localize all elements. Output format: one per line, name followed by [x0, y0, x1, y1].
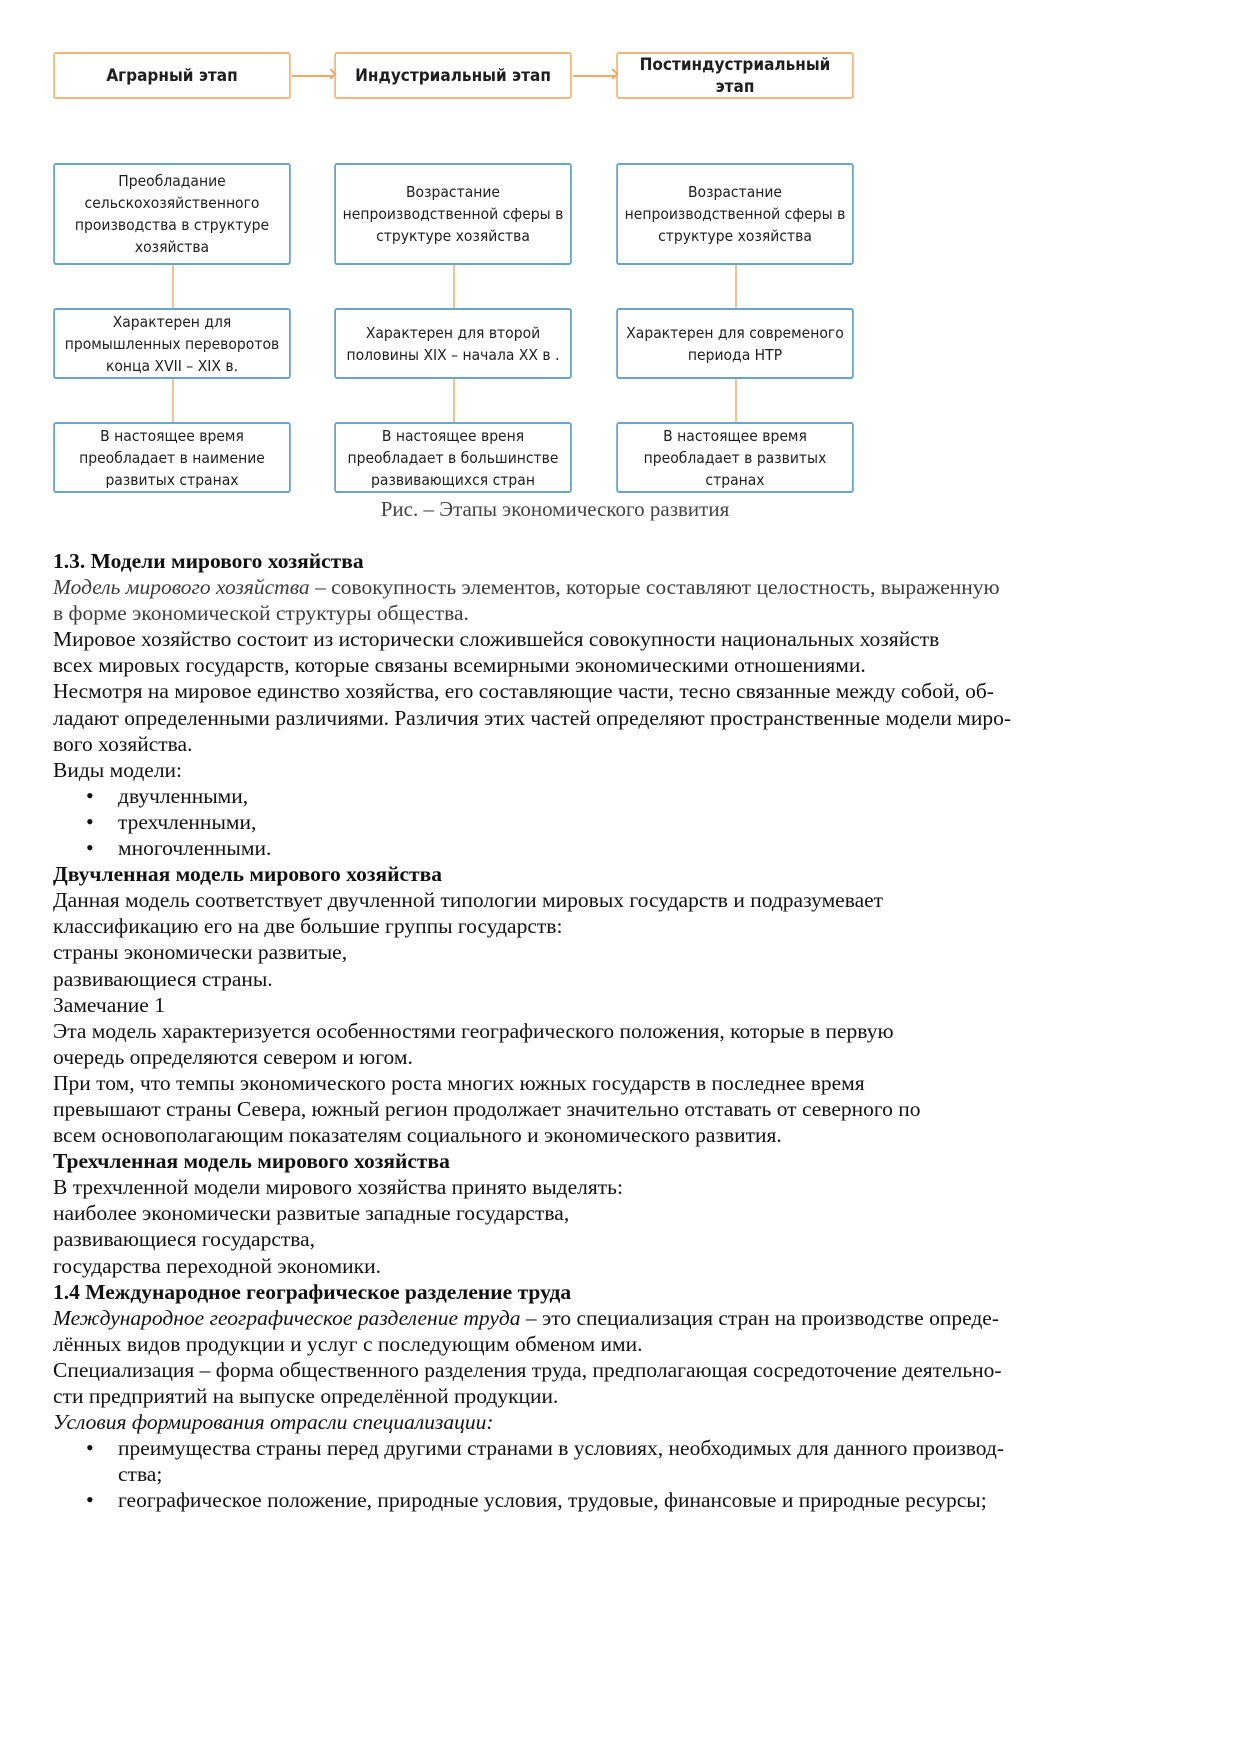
text-line: сти предприятий на выпуске определённой продукции. [53, 1384, 559, 1408]
note-label: Замечание 1 [53, 992, 165, 1017]
text-line: Данная модель соответствует двучленной типологии мировых государств и подразумевает [53, 888, 884, 913]
connector-line [453, 379, 455, 422]
period-text: Характерен для второй половины XIX – начала XX в . [346, 323, 560, 364]
current-text: В настоящее вреня преобладает в большинстве развивающихся стран [347, 426, 559, 489]
text-line: Специализация – форма общественного разделения труда, предполагающая сосредоточение деятельно- [53, 1357, 1002, 1382]
conditions-label [53, 1409, 1173, 1435]
text-line: развивающиеся государства, [53, 1227, 316, 1252]
stage-postindustrial [616, 52, 854, 99]
stage-description-box [334, 163, 572, 265]
connector-line [172, 379, 174, 422]
definition-text: – это специализация стран на производстве опреде- [520, 1305, 1000, 1330]
text-line: государства переходной экономики. [53, 1253, 381, 1278]
text-line: ладают определенными различиями. Различия этих частей определяют пространственные модели миро- [53, 705, 1012, 730]
text-line: страны экономически развитые, [53, 940, 348, 965]
text-line: Несмотря на мировое единство хозяйства, его составляющие части, тесно связанные между собой, об- [53, 679, 994, 704]
stage-title: Постиндустриальный этап [639, 54, 831, 97]
description-text: Возрастание непроизводственной сферы в структуре хозяйства [342, 183, 564, 245]
economic-stages-diagram [0, 0, 1241, 530]
stage-period-box [616, 308, 854, 379]
stage-current-box [616, 422, 854, 493]
list-item: • двучленными, [53, 783, 1173, 809]
list-item-text: преимущества страны перед другими странами в условиях, необходимых для данного производ- [118, 1436, 1004, 1461]
list-item: • многочленными. [53, 835, 1173, 861]
defined-term: Международное географическое разделение труда [53, 1305, 521, 1330]
text-line: превышают страны Севера, южный регион продолжает значительно отставать от северного по [53, 1096, 921, 1121]
text-line: Эта модель характеризуется особенностями географического положения, которые в первую [53, 1018, 894, 1043]
conditions-label-text: Условия формирования отрасли специализации: [53, 1410, 494, 1435]
current-text: В настоящее время преобладает в развитых странах [643, 426, 827, 489]
definition-paragraph [53, 1305, 1173, 1331]
conditions-list [53, 1435, 1173, 1513]
section-heading-1-4: 1.4 Международное географическое разделение труда [53, 1279, 572, 1304]
text-line: всех мировых государств, которые связаны всемирными экономическими отношениями. [53, 653, 866, 678]
text-line: лённых видов продукции и услуг с последующим обменом ими. [53, 1331, 643, 1356]
arrow-right-icon [573, 75, 616, 77]
text-line: наиболее экономически развитые западные государства, [53, 1201, 570, 1226]
types-label: Виды модели: [53, 757, 183, 782]
text-line: Мировое хозяйство состоит из исторически сложившейся совокупности национальных хозяйств [53, 627, 940, 652]
period-text: Характерен для промышленных переворотов конца XVII – XIX в. [64, 312, 280, 375]
stage-title: Аграрный этап [106, 65, 238, 86]
defined-term: Модель мирового хозяйства [53, 575, 310, 600]
period-text: Характерен для современого периода НТР [626, 323, 844, 364]
heading-three-member-model: Трехчленная модель мирового хозяйства [53, 1149, 450, 1174]
heading-two-member-model: Двучленная модель мирового хозяйства [53, 862, 442, 887]
text-line: очередь определяются севером и югом. [53, 1044, 413, 1069]
document-body [53, 548, 1173, 1513]
stage-period-box [334, 308, 572, 379]
definition-text: – совокупность элементов, которые составляют целостность, выраженную [309, 575, 1000, 600]
definition-paragraph [53, 574, 1173, 600]
description-text: Преобладание сельскохозяйственного производства в структуре хозяйства [74, 172, 270, 256]
arrow-right-icon [292, 75, 334, 77]
text-line: классификацию его на две большие группы государств: [53, 914, 563, 939]
stage-agrarian [53, 52, 291, 99]
text-line: В трехчленной модели мирового хозяйства принято выделять: [53, 1175, 623, 1200]
text-line: При том, что темпы экономического роста многих южных государств в последнее время [53, 1070, 865, 1095]
list-item: • трехчленными, [53, 809, 1173, 835]
description-text: Возрастание непроизводственной сферы в структуре хозяйства [624, 183, 846, 245]
connector-line [172, 265, 174, 308]
stage-period-box [53, 308, 291, 379]
list-item [53, 1435, 1173, 1487]
text-line: развивающиеся страны. [53, 966, 273, 991]
current-text: В настоящее время преобладает в наимение развитых странах [79, 426, 265, 489]
definition-line: в форме экономической структуры общества. [53, 601, 469, 626]
list-item [53, 1487, 1173, 1513]
stage-industrial [334, 52, 572, 99]
stage-title: Индустриальный этап [355, 65, 551, 86]
model-types-list [53, 783, 1173, 861]
stage-description-box [53, 163, 291, 265]
section-heading-1-3: 1.3. Модели мирового хозяйства [53, 549, 364, 573]
figure-caption: Рис. – Этапы экономического развития [380, 497, 730, 521]
text-line: всем основополагающим показателям социального и экономического развития. [53, 1123, 782, 1148]
list-item-text: географическое положение, природные условия, трудовые, финансовые и природные ресурсы; [118, 1488, 987, 1513]
stage-current-box [334, 422, 572, 493]
connector-line [735, 265, 737, 308]
text-line: вого хозяйства. [53, 731, 193, 756]
stage-current-box [53, 422, 291, 493]
connector-line [453, 265, 455, 308]
stage-description-box [616, 163, 854, 265]
list-item-text: ства; [118, 1462, 163, 1487]
connector-line [735, 379, 737, 422]
